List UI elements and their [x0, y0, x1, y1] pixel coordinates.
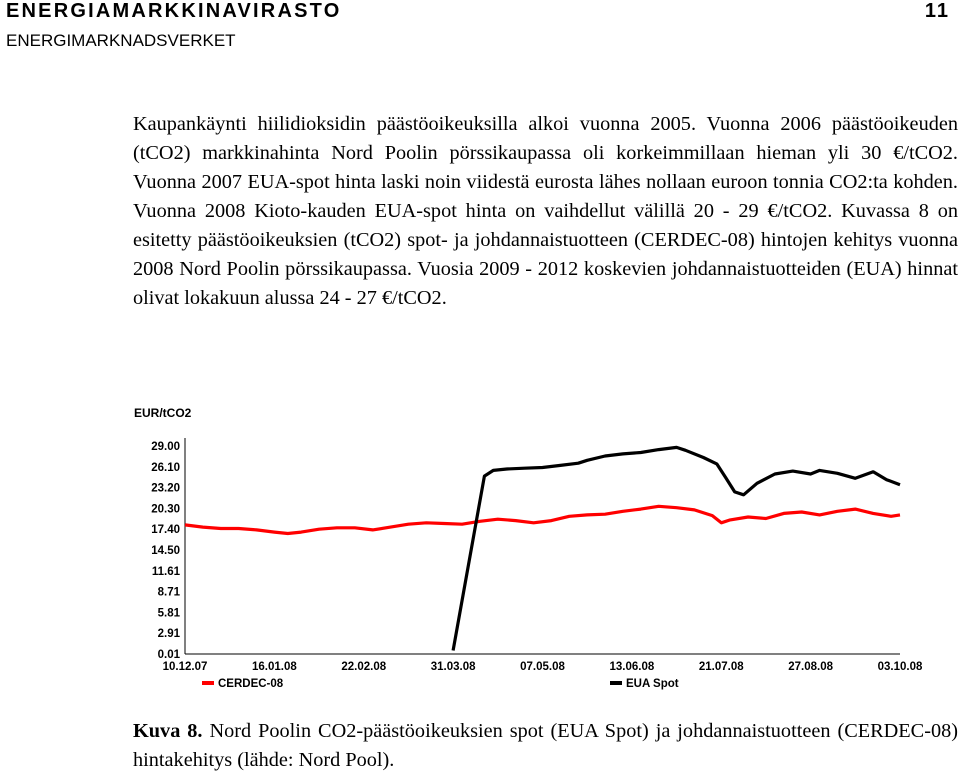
x-tick-label: 31.03.08	[430, 661, 476, 673]
y-tick-label: 5.81	[157, 607, 180, 620]
series-line-eua-spot	[453, 447, 900, 650]
caption-label: Kuva 8.	[133, 720, 203, 742]
legend-label: CERDEC-08	[218, 678, 284, 690]
y-tick-label: 11.61	[151, 565, 180, 578]
x-tick-label: 07.05.08	[520, 661, 565, 673]
series-line-cerdec-08	[185, 506, 900, 533]
y-tick-label: 8.71	[157, 586, 180, 599]
page-number: 11	[924, 0, 950, 22]
y-tick-label: 23.20	[151, 482, 180, 495]
legend-label: EUA Spot	[626, 678, 679, 690]
y-tick-label: 26.10	[151, 461, 180, 474]
chart-title: EUR/tCO2	[134, 406, 192, 420]
x-tick-label: 03.10.08	[877, 661, 923, 673]
header-subtitle: ENERGIMARKNADSVERKET	[6, 31, 236, 50]
x-tick-label: 13.06.08	[609, 661, 655, 673]
x-tick-label: 27.08.08	[788, 661, 834, 673]
y-tick-label: 14.50	[151, 545, 180, 558]
header-title: ENERGIAMARKKINAVIRASTO	[6, 0, 342, 22]
price-chart	[130, 400, 960, 700]
x-tick-label: 16.01.08	[251, 661, 297, 673]
y-tick-label: 17.40	[151, 524, 180, 537]
x-tick-label: 10.12.07	[162, 661, 208, 673]
caption-text: Nord Poolin CO2-päästöoikeuksien spot (EUA Spot) ja johdannaistuotteen (CERDEC-08) hintakehitys (lähde: Nord Pool).	[133, 720, 958, 771]
y-tick-label: 20.30	[151, 503, 180, 516]
y-tick-label: 2.91	[157, 628, 180, 641]
y-tick-label: 29.00	[151, 441, 180, 453]
x-tick-label: 21.07.08	[698, 661, 744, 673]
x-tick-label: 22.02.08	[341, 661, 387, 673]
chart-svg	[130, 400, 960, 700]
body-paragraph: Kaupankäynti hiilidioksidin päästöoikeuksilla alkoi vuonna 2005. Vuonna 2006 päästöoikeuden (tCO2) markkinahinta Nord Poolin pörssikaupassa oli korkeimmillaan hieman yli 30 €/tCO2. Vuonna 2007 EUA-spot hinta laski noin viidestä eurosta lähes nollaan euroon tonnia CO2:ta kohden. Vuonna 2008 Kioto-kauden EUA-spot hinta on vaihdellut välillä 20 - 29 €/tCO2. Kuvassa 8 on esitetty päästöoikeuksien (tCO2) spot- ja johdannaistuotteen (CERDEC-08) hintojen kehitys vuonna 2008 Nord Poolin pörssikaupassa. Vuosia 2009 - 2012 koskevien johdannaistuotteiden (EUA) hinnat olivat lokakuun alussa 24 - 27 €/tCO2.	[133, 113, 958, 309]
y-tick-label: 0.01	[157, 649, 180, 661]
figure-caption	[133, 717, 958, 775]
